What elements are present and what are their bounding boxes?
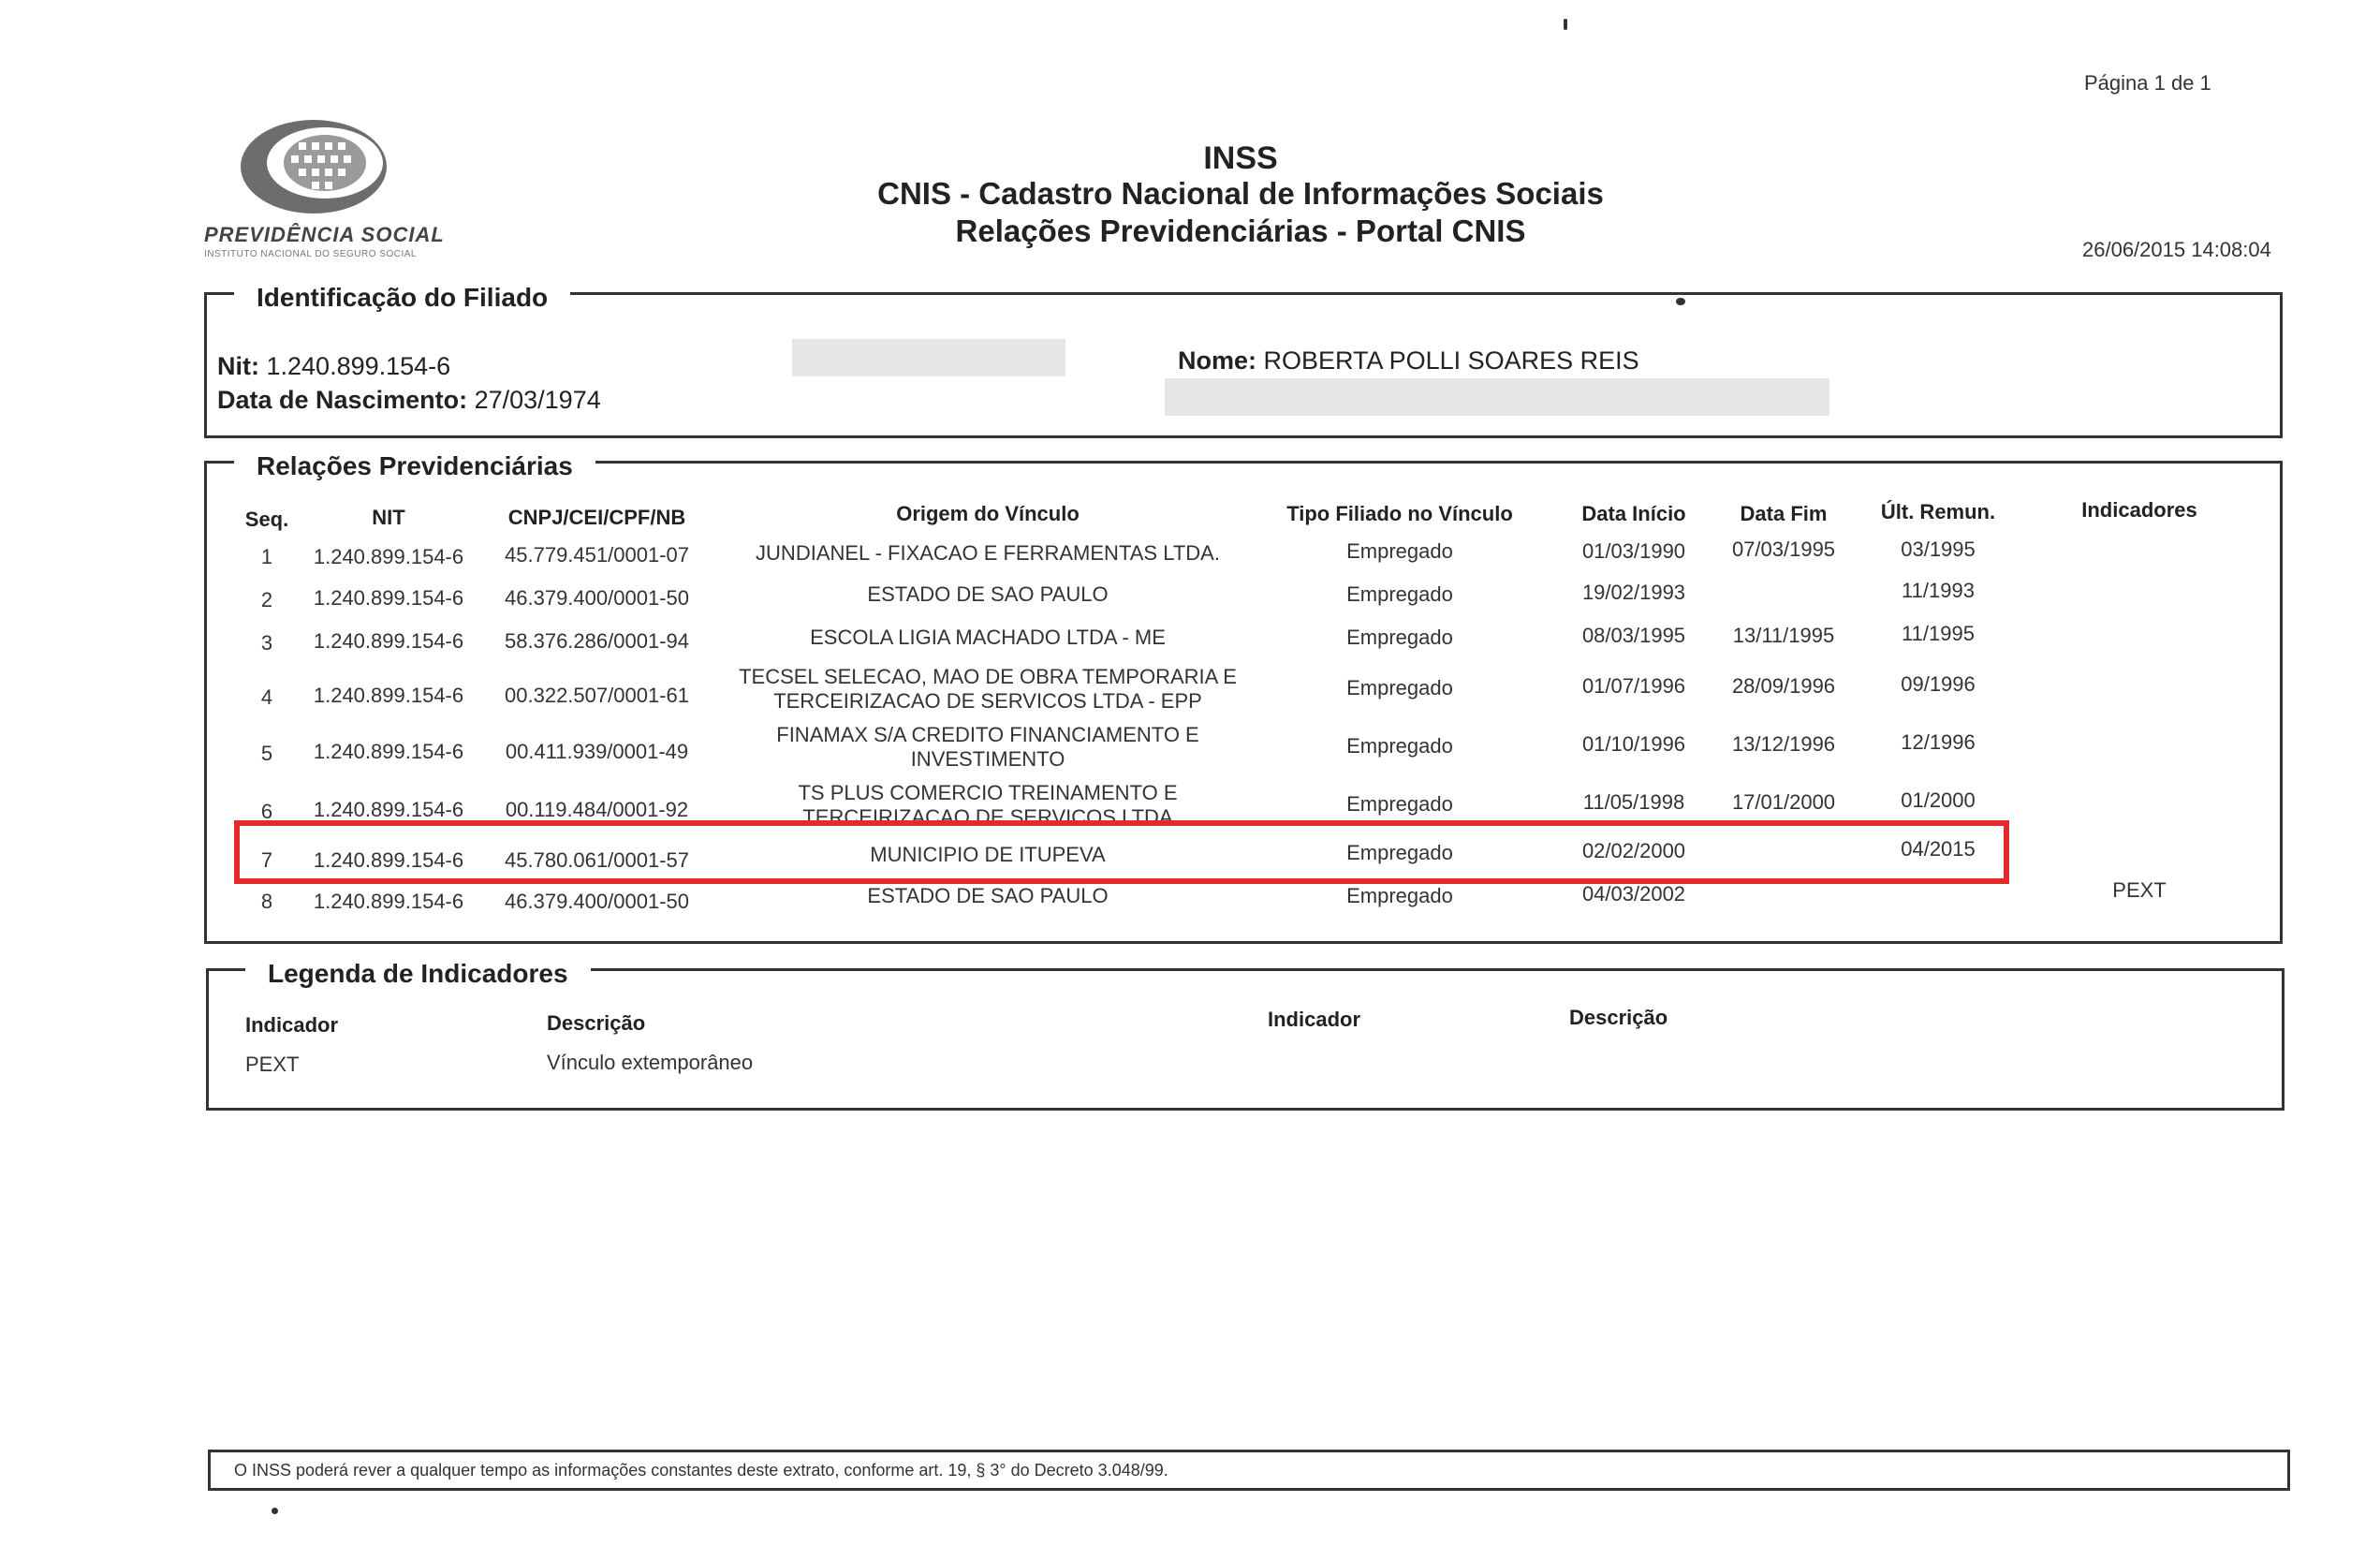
cell-fim: 28/09/1996 (1731, 674, 1836, 698)
cell-tipo: Empregado (1346, 676, 1453, 700)
title-relacoes: Relações Previdenciárias - Portal CNIS (955, 214, 1526, 248)
col-fim: Data Fim (1740, 502, 1828, 525)
cell-nit: 1.240.899.154-6 (313, 545, 464, 568)
cell-origem: ESTADO DE SAO PAULO (867, 884, 1109, 907)
legenda-col-indicador-2: Indicador (1268, 1008, 1361, 1031)
cell-nit: 1.240.899.154-6 (313, 740, 464, 763)
cell-nit: 1.240.899.154-6 (313, 798, 464, 821)
legenda-title: Legenda de Indicadores (245, 959, 591, 989)
nit-value: 1.240.899.154-6 (266, 352, 451, 380)
cell-remun: 04/2015 (1901, 837, 1976, 861)
col-remun: Últ. Remun. (1880, 500, 1996, 523)
cell-inicio: 19/02/1993 (1581, 581, 1686, 604)
cell-tipo: Empregado (1346, 734, 1453, 758)
cell-cnpj: 45.779.451/0001-07 (505, 543, 689, 567)
cell-inicio: 02/02/2000 (1581, 839, 1686, 862)
cell-seq: 2 (260, 588, 273, 611)
nome-field (1178, 346, 1639, 376)
logo-text: PREVIDÊNCIA SOCIAL (204, 223, 445, 246)
cell-fim: 17/01/2000 (1731, 790, 1836, 814)
cell-seq: 4 (260, 685, 273, 709)
footer-disclaimer: O INSS poderá rever a qualquer tempo as informações constantes deste extrato, conforme art. 19, § 3° do Decreto 3.048/99. (234, 1461, 1168, 1480)
legenda-box (206, 968, 2285, 1111)
cell-seq: 7 (260, 848, 273, 872)
col-inicio: Data Início (1581, 502, 1686, 525)
cell-tipo: Empregado (1346, 841, 1453, 864)
col-indicadores: Indicadores (2081, 498, 2197, 522)
cell-tipo: Empregado (1346, 626, 1453, 649)
cell-fim: 13/11/1995 (1732, 624, 1835, 647)
cell-seq: 6 (260, 800, 273, 823)
cell-origem: JUNDIANEL - FIXACAO E FERRAMENTAS LTDA. (756, 541, 1220, 565)
col-nit: NIT (372, 506, 405, 529)
cell-cnpj: 00.411.939/0001-49 (505, 740, 689, 763)
cell-cnpj: 45.780.061/0001-57 (505, 848, 689, 872)
nit-field (217, 352, 450, 381)
scan-speck (1564, 19, 1567, 30)
cell-seq: 3 (260, 631, 273, 655)
nascimento-value: 27/03/1974 (474, 386, 601, 414)
cell-origem: TS PLUS COMERCIO TREINAMENTO E TERCEIRIZACAO DE SERVICOS LTDA (798, 781, 1178, 829)
cell-seq: 1 (260, 545, 273, 568)
cell-indicador: PEXT (2112, 878, 2167, 902)
cell-remun: 11/1993 (1902, 579, 1975, 602)
redaction-block (1165, 378, 1829, 416)
col-seq: Seq. (244, 508, 289, 531)
cell-nit: 1.240.899.154-6 (313, 848, 464, 872)
cell-fim: 13/12/1996 (1731, 732, 1836, 756)
legenda-item-descricao: Vínculo extemporâneo (547, 1051, 754, 1074)
cell-nit: 1.240.899.154-6 (313, 629, 464, 653)
cell-inicio: 01/10/1996 (1581, 732, 1686, 756)
cell-tipo: Empregado (1346, 884, 1453, 907)
cell-remun: 12/1996 (1901, 730, 1976, 754)
cell-remun: 11/1995 (1902, 622, 1975, 645)
nit-label: Nit: (217, 352, 259, 380)
cell-nit: 1.240.899.154-6 (313, 684, 464, 707)
cell-origem: ESTADO DE SAO PAULO (867, 582, 1109, 606)
cell-seq: 8 (260, 890, 273, 913)
cell-nit: 1.240.899.154-6 (313, 890, 464, 913)
cell-cnpj: 46.379.400/0001-50 (505, 586, 689, 610)
title-cnis: CNIS - Cadastro Nacional de Informações Sociais (877, 176, 1604, 211)
cell-seq: 5 (260, 742, 273, 765)
col-cnpj: CNPJ/CEI/CPF/NB (507, 506, 686, 529)
cell-remun: 09/1996 (1901, 672, 1976, 696)
cell-origem: ESCOLA LIGIA MACHADO LTDA - ME (810, 626, 1166, 649)
nome-value: ROBERTA POLLI SOARES REIS (1263, 346, 1639, 375)
scan-speck (272, 1508, 278, 1514)
nascimento-field (217, 386, 601, 415)
legenda-item-indicador: PEXT (245, 1053, 300, 1076)
nome-label: Nome: (1178, 346, 1257, 375)
cell-origem: MUNICIPIO DE ITUPEVA (870, 843, 1106, 866)
timestamp: 26/06/2015 14:08:04 (2082, 238, 2271, 261)
cell-nit: 1.240.899.154-6 (313, 586, 464, 610)
cell-fim: 07/03/1995 (1731, 538, 1836, 561)
col-tipo: Tipo Filiado no Vínculo (1286, 502, 1513, 525)
legenda-col-descricao: Descrição (547, 1011, 646, 1035)
cell-inicio: 04/03/2002 (1581, 882, 1686, 906)
cell-origem: TECSEL SELECAO, MAO DE OBRA TEMPORARIA E TERCEIRIZACAO DE SERVICOS LTDA - EPP (739, 665, 1237, 713)
cell-tipo: Empregado (1346, 539, 1453, 563)
page-number: Página 1 de 1 (2084, 71, 2211, 95)
highlight-box (234, 820, 2009, 884)
cell-inicio: 01/03/1990 (1581, 539, 1686, 563)
redaction-block (792, 339, 1065, 376)
cell-tipo: Empregado (1346, 582, 1453, 606)
cell-tipo: Empregado (1346, 792, 1453, 816)
cell-cnpj: 58.376.286/0001-94 (505, 629, 689, 653)
cell-cnpj: 00.322.507/0001-61 (505, 684, 689, 707)
cell-inicio: 11/05/1998 (1582, 790, 1685, 814)
cell-cnpj: 00.119.484/0001-92 (505, 798, 689, 821)
cell-cnpj: 46.379.400/0001-50 (505, 890, 689, 913)
legenda-col-descricao-2: Descrição (1569, 1006, 1668, 1029)
cell-inicio: 08/03/1995 (1581, 624, 1686, 647)
cell-remun: 03/1995 (1901, 538, 1976, 561)
cell-inicio: 01/07/1996 (1581, 674, 1686, 698)
legenda-col-indicador: Indicador (245, 1013, 339, 1037)
relacoes-title: Relações Previdenciárias (234, 451, 595, 481)
title-inss: INSS (1203, 140, 1278, 176)
cell-origem: FINAMAX S/A CREDITO FINANCIAMENTO E INVESTIMENTO (776, 723, 1199, 771)
logo-subtext: INSTITUTO NACIONAL DO SEGURO SOCIAL (204, 249, 417, 259)
nascimento-label: Data de Nascimento: (217, 386, 468, 414)
cell-remun: 01/2000 (1901, 788, 1976, 812)
identificacao-title: Identificação do Filiado (234, 283, 570, 313)
scan-speck (1676, 298, 1685, 305)
col-origem: Origem do Vínculo (896, 502, 1080, 525)
